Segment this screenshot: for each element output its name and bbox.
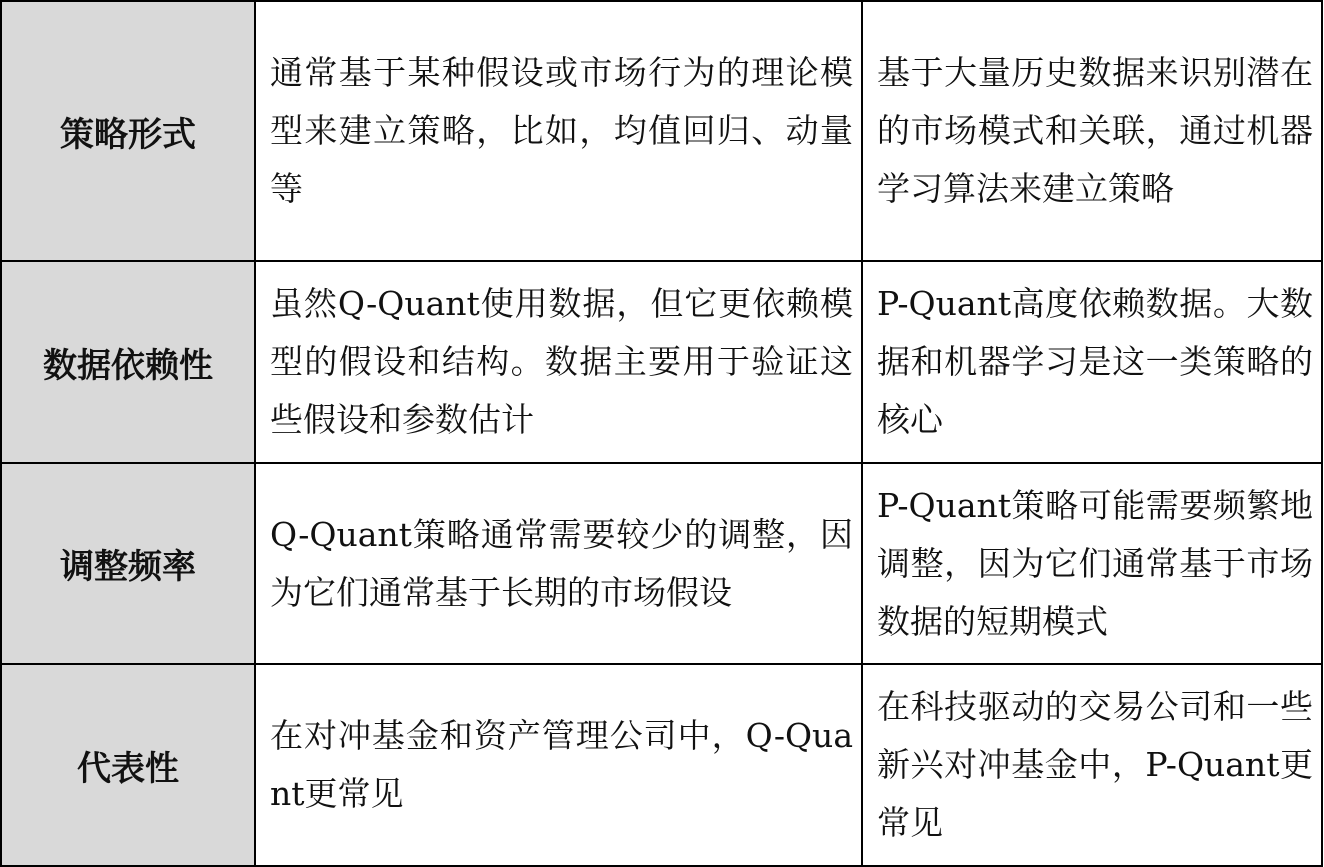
p-quant-cell: P-Quant策略可能需要频繁地调整，因为它们通常基于市场数据的短期模式	[862, 463, 1322, 664]
q-quant-cell: 虽然Q-Quant使用数据，但它更依赖模型的假设和结构。数据主要用于验证这些假设和参数估计	[255, 261, 862, 463]
p-quant-cell: 基于大量历史数据来识别潜在的市场模式和关联，通过机器学习算法来建立策略	[862, 1, 1322, 261]
table-row	[1, 463, 1322, 664]
p-quant-cell: 在科技驱动的交易公司和一些新兴对冲基金中，P-Quant更常见	[862, 664, 1322, 866]
table-row	[1, 1, 1322, 261]
table-row	[1, 664, 1322, 866]
p-quant-cell: P-Quant高度依赖数据。大数据和机器学习是这一类策略的核心	[862, 261, 1322, 463]
row-label: 调整频率	[1, 463, 255, 664]
q-quant-cell: 通常基于某种假设或市场行为的理论模型来建立策略，比如，均值回归、动量等	[255, 1, 862, 261]
row-label: 代表性	[1, 664, 255, 866]
row-label: 策略形式	[1, 1, 255, 261]
q-quant-cell: Q-Quant策略通常需要较少的调整，因为它们通常基于长期的市场假设	[255, 463, 862, 664]
q-quant-cell: 在对冲基金和资产管理公司中，Q-Quant更常见	[255, 664, 862, 866]
row-label: 数据依赖性	[1, 261, 255, 463]
table-row	[1, 261, 1322, 463]
